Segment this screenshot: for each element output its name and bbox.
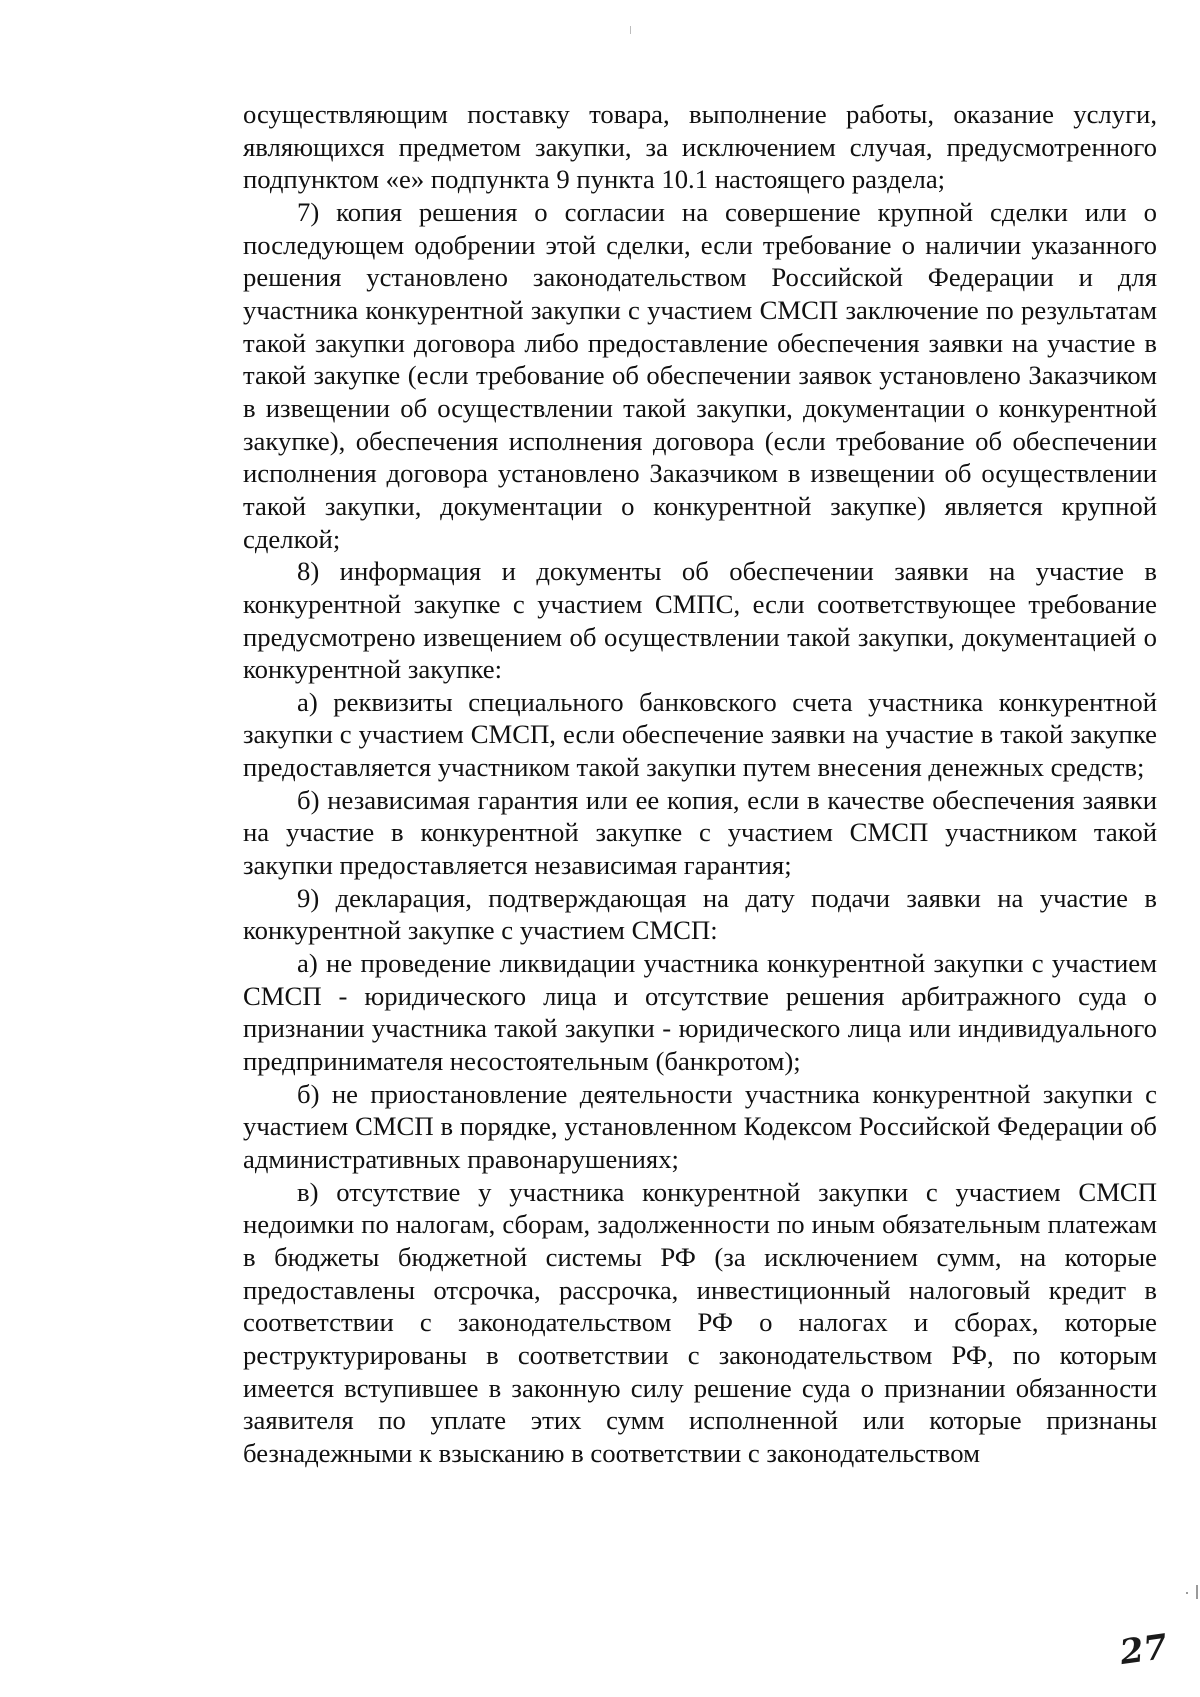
scan-artifact-right bbox=[1196, 1585, 1198, 1599]
paragraph-item-9v: в) отсутствие у участника конкурентной закупки с участием СМСП недоимки по налогам, сборам, задолженности по иным обязательным платежам в бюджеты бюджетной системы РФ (за исключением сумм, на которые предоставлены отсрочка, рассрочка, инвестиционный налоговый кредит в соответствии с законодательством РФ о налогах и сборах, которые реструктурированы в соответствии с законодательством РФ, по которым имеется вступившее в законную силу решение суда о признании обязанности заявителя по уплате этих сумм исполненной или которые признаны безнадежными к взысканию в соответствии с законодательством bbox=[243, 1176, 1157, 1468]
paragraph-item-8a: а) реквизиты специального банковского счета участника конкурентной закупки с участием СМСП, если обеспечение заявки на участие в такой закупке предоставляется участником такой закупки путем внесения денежных средств; bbox=[243, 686, 1157, 783]
scan-artifact-top bbox=[630, 26, 631, 34]
page-number: 27 bbox=[1117, 1626, 1170, 1674]
paragraph-item-9: 9) декларация, подтверждающая на дату подачи заявки на участие в конкурентной закупке с участием СМСП: bbox=[243, 882, 1157, 946]
document-body bbox=[243, 98, 1157, 1470]
paragraph-item-8b: б) независимая гарантия или ее копия, если в качестве обеспечения заявки на участие в конкурентной закупке с участием СМСП участником такой закупки предоставляется независимая гарантия; bbox=[243, 784, 1157, 881]
paragraph-continuation: осуществляющим поставку товара, выполнение работы, оказание услуги, являющихся предметом закупки, за исключением случая, предусмотренного подпунктом «е» подпункта 9 пункта 10.1 настоящего раздела; bbox=[243, 99, 1157, 195]
paragraph-item-8: 8) информация и документы об обеспечении заявки на участие в конкурентной закупке с участием СМПС, если соответствующее требование предусмотрено извещением об осуществлении такой закупки, документацией о конкурентной закупке: bbox=[243, 556, 1157, 685]
paragraph-item-7: 7) копия решения о согласии на совершение крупной сделки или о последующем одобрении этой сделки, если требование о наличии указанного решения установлено законодательством Российской Федерации и для участника конкурентной закупки с участием СМСП заключение по результатам такой закупки договора либо предоставление обеспечения заявки на участие в такой закупке (если требование об обеспечении заявок установлено Заказчиком в извещении об осуществлении такой закупки, документации о конкурентной закупке), обеспечения исполнения договора (если требование об обеспечении исполнения договора установлено Заказчиком в извещении об осуществлении такой закупки, документации о конкурентной закупке) является крупной сделкой; bbox=[243, 196, 1157, 554]
scan-artifact-dot bbox=[1186, 1592, 1188, 1594]
paragraph-item-9a: а) не проведение ликвидации участника конкурентной закупки с участием СМСП - юридического лица и отсутствие решения арбитражного суда о признании участника такой закупки - юридического лица или индивидуального предпринимателя несостоятельным (банкротом); bbox=[243, 948, 1157, 1077]
paragraph-item-9b: б) не приостановление деятельности участника конкурентной закупки с участием СМСП в порядке, установленном Кодексом Российской Федерации об административных правонарушениях; bbox=[243, 1078, 1157, 1174]
